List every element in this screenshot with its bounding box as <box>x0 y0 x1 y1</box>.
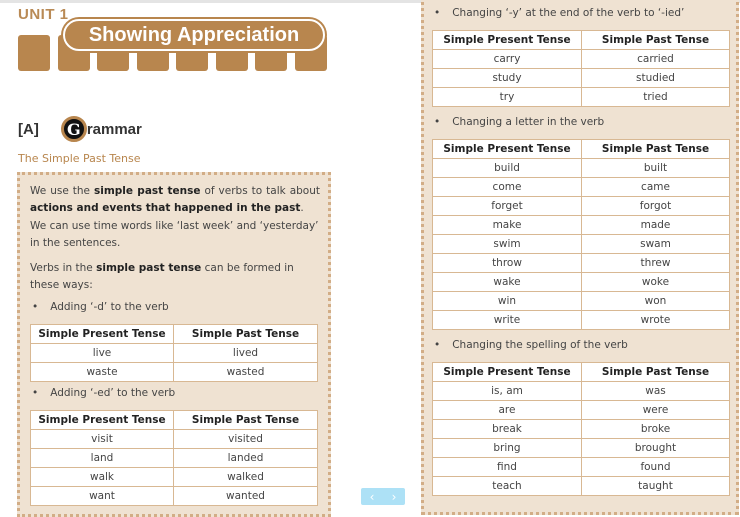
col-past: Simple Past Tense <box>174 411 318 430</box>
section-title: rammar <box>86 120 142 138</box>
unit-label: UNIT 1 <box>18 6 69 23</box>
present-cell: swim <box>433 235 582 254</box>
table-row <box>433 235 730 254</box>
col-past: Simple Past Tense <box>582 31 730 50</box>
table-row <box>433 197 730 216</box>
present-cell: make <box>433 216 582 235</box>
table-row <box>31 449 318 468</box>
past-cell: were <box>582 401 730 420</box>
present-cell: waste <box>31 363 174 382</box>
verb-table <box>30 410 318 506</box>
prev-page-button[interactable]: ‹ <box>369 489 375 504</box>
present-cell: try <box>433 88 582 107</box>
rule-bullet: • Changing the spelling of the verb <box>434 339 628 351</box>
col-present: Simple Present Tense <box>31 325 174 344</box>
present-cell: study <box>433 69 582 88</box>
col-present: Simple Present Tense <box>433 140 582 159</box>
past-cell: was <box>582 382 730 401</box>
past-cell: won <box>582 292 730 311</box>
section-label: [A] <box>18 120 39 138</box>
table-row <box>433 273 730 292</box>
past-cell: studied <box>582 69 730 88</box>
next-page-button[interactable]: › <box>391 489 397 504</box>
present-cell: are <box>433 401 582 420</box>
past-cell: taught <box>582 477 730 496</box>
unit-title: Showing Appreciation <box>63 19 325 51</box>
col-past: Simple Past Tense <box>174 325 318 344</box>
table-row <box>433 439 730 458</box>
past-cell: threw <box>582 254 730 273</box>
present-cell: teach <box>433 477 582 496</box>
present-cell: win <box>433 292 582 311</box>
intro-paragraph-1: We use the simple past tense of verbs to talk about actions and events that happened in the past. <box>30 185 320 214</box>
table-header <box>31 411 318 430</box>
page-nav <box>361 488 405 505</box>
present-cell: want <box>31 487 174 506</box>
table-row <box>433 420 730 439</box>
table-row <box>31 487 318 506</box>
present-cell: wake <box>433 273 582 292</box>
past-cell: found <box>582 458 730 477</box>
table-row <box>31 468 318 487</box>
col-present: Simple Present Tense <box>433 363 582 382</box>
past-cell: tried <box>582 88 730 107</box>
past-cell: swam <box>582 235 730 254</box>
past-cell: lived <box>174 344 318 363</box>
table-header <box>433 140 730 159</box>
table-row <box>433 458 730 477</box>
table-row <box>31 430 318 449</box>
rule-bullet: • Adding ‘-ed’ to the verb <box>32 387 175 399</box>
rule-bullet: • Changing ‘-y’ at the end of the verb to ‘-ied’ <box>434 7 684 19</box>
table-header <box>31 325 318 344</box>
past-cell: visited <box>174 430 318 449</box>
table-row <box>31 344 318 363</box>
table-row <box>433 178 730 197</box>
present-cell: come <box>433 178 582 197</box>
table-row <box>433 159 730 178</box>
rule-bullet: • Adding ‘-d’ to the verb <box>32 301 169 313</box>
grammar-g-icon: G <box>61 116 87 142</box>
table-row <box>433 254 730 273</box>
past-cell: walked <box>174 468 318 487</box>
past-cell: came <box>582 178 730 197</box>
past-cell: made <box>582 216 730 235</box>
table-row <box>433 216 730 235</box>
present-cell: walk <box>31 468 174 487</box>
col-present: Simple Present Tense <box>433 31 582 50</box>
col-past: Simple Past Tense <box>582 363 730 382</box>
present-cell: carry <box>433 50 582 69</box>
table-row <box>31 363 318 382</box>
present-cell: throw <box>433 254 582 273</box>
table-row <box>433 69 730 88</box>
rule-bullet: • Changing a letter in the verb <box>434 116 604 128</box>
present-cell: forget <box>433 197 582 216</box>
subtitle: The Simple Past Tense <box>18 152 141 165</box>
verb-table <box>432 139 730 330</box>
present-cell: visit <box>31 430 174 449</box>
col-past: Simple Past Tense <box>582 140 730 159</box>
present-cell: live <box>31 344 174 363</box>
verb-table <box>30 324 318 382</box>
present-cell: land <box>31 449 174 468</box>
table-row <box>433 88 730 107</box>
table-row <box>433 401 730 420</box>
past-cell: wrote <box>582 311 730 330</box>
table-header <box>433 363 730 382</box>
past-cell: forgot <box>582 197 730 216</box>
past-cell: carried <box>582 50 730 69</box>
past-cell: wanted <box>174 487 318 506</box>
present-cell: find <box>433 458 582 477</box>
past-cell: brought <box>582 439 730 458</box>
table-row <box>433 477 730 496</box>
table-header <box>433 31 730 50</box>
verb-table <box>432 30 730 107</box>
verb-table <box>432 362 730 496</box>
table-row <box>433 50 730 69</box>
section-heading <box>18 116 142 142</box>
present-cell: write <box>433 311 582 330</box>
past-cell: woke <box>582 273 730 292</box>
past-cell: wasted <box>174 363 318 382</box>
intro-paragraph-2: We can use time words like ‘last week’ and ‘yesterday’ in the sentences. <box>30 220 319 249</box>
past-cell: landed <box>174 449 318 468</box>
table-row <box>433 382 730 401</box>
intro-paragraph-3: Verbs in the simple past tense can be formed in these ways: <box>30 262 294 291</box>
present-cell: bring <box>433 439 582 458</box>
col-present: Simple Present Tense <box>31 411 174 430</box>
past-cell: built <box>582 159 730 178</box>
present-cell: break <box>433 420 582 439</box>
present-cell: build <box>433 159 582 178</box>
table-row <box>433 311 730 330</box>
present-cell: is, am <box>433 382 582 401</box>
table-row <box>433 292 730 311</box>
past-cell: broke <box>582 420 730 439</box>
